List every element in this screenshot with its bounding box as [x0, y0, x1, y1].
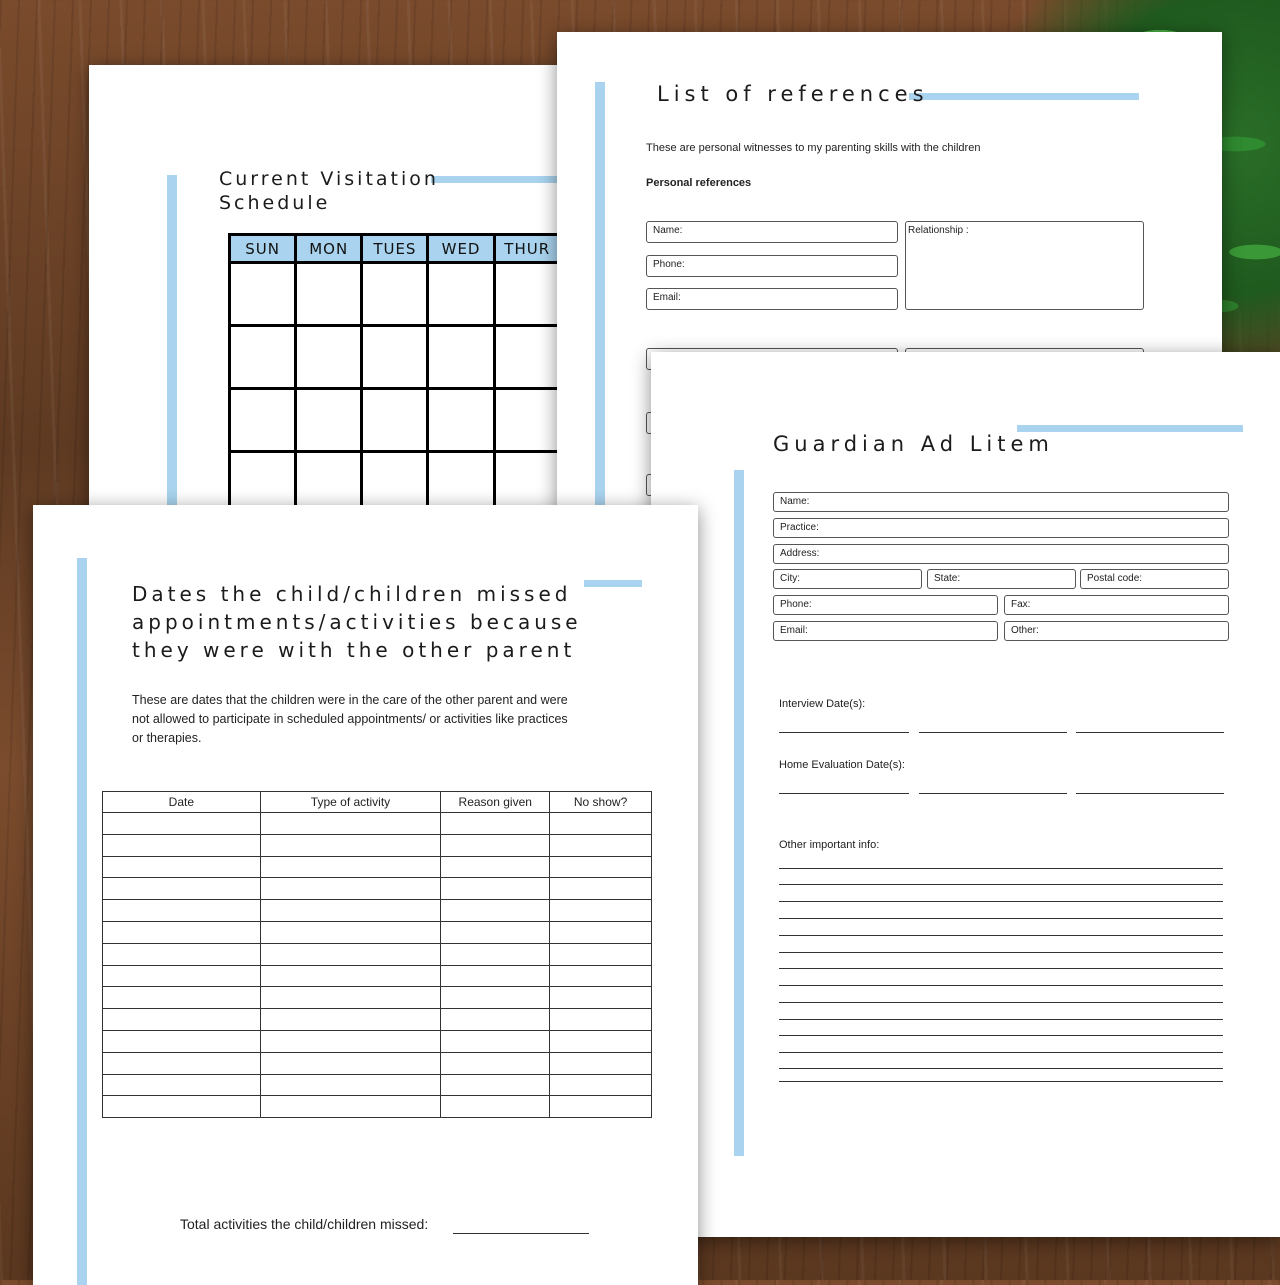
table-cell[interactable] [260, 965, 441, 987]
calendar-cell[interactable] [296, 263, 362, 326]
guardian-address-field[interactable]: Address: [773, 544, 1229, 564]
table-cell[interactable] [550, 1074, 652, 1096]
table-cell[interactable] [441, 921, 550, 943]
guardian-phone-field[interactable]: Phone: [773, 595, 998, 615]
table-row [103, 1030, 652, 1052]
table-cell[interactable] [103, 856, 261, 878]
table-cell[interactable] [441, 965, 550, 987]
table-row [103, 1096, 652, 1118]
table-cell[interactable] [441, 1096, 550, 1118]
notes-line[interactable] [779, 952, 1223, 953]
accent-bar-vertical [595, 82, 605, 512]
table-row [103, 965, 652, 987]
reference-relationship-field[interactable]: Relationship : [905, 221, 1144, 310]
table-cell[interactable] [550, 856, 652, 878]
table-cell[interactable] [550, 921, 652, 943]
table-cell[interactable] [550, 1009, 652, 1031]
accent-bar-vertical [77, 558, 87, 1285]
table-row [103, 943, 652, 965]
home-evaluation-dates-label: Home Evaluation Date(s): [779, 759, 905, 771]
missed-description: These are dates that the children were in the care of the other parent and were not allowed to participate in scheduled appointments/ or activities like practices or therapies. [132, 693, 568, 745]
calendar-cell[interactable] [428, 389, 494, 452]
table-row [103, 900, 652, 922]
notes-line[interactable] [779, 1019, 1223, 1020]
table-cell[interactable] [260, 1074, 441, 1096]
notes-line[interactable] [779, 884, 1223, 885]
interview-date-line[interactable] [779, 732, 909, 733]
column-header-type: Type of activity [260, 792, 441, 813]
table-cell[interactable] [260, 1030, 441, 1052]
table-cell[interactable] [103, 943, 261, 965]
day-header: THUR [494, 235, 560, 263]
day-header: TUES [362, 235, 428, 263]
table-cell[interactable] [103, 813, 261, 835]
notes-line[interactable] [779, 901, 1223, 902]
table-cell[interactable] [103, 1030, 261, 1052]
visitation-title: Current Visitation Schedule [219, 168, 439, 214]
references-intro: These are personal witnesses to my parenting skills with the children [646, 142, 981, 154]
missed-activities-table [102, 791, 652, 1118]
calendar-cell[interactable] [494, 326, 560, 389]
table-cell[interactable] [550, 1030, 652, 1052]
accent-bar-vertical [734, 470, 744, 1156]
guardian-ad-litem-page [651, 352, 1280, 1237]
notes-line[interactable] [779, 1068, 1223, 1069]
table-row [103, 921, 652, 943]
table-cell[interactable] [550, 965, 652, 987]
guardian-email-field[interactable]: Email: [773, 621, 998, 641]
home-eval-date-line[interactable] [919, 793, 1067, 794]
table-cell[interactable] [441, 878, 550, 900]
table-cell[interactable] [260, 813, 441, 835]
table-row [103, 813, 652, 835]
table-cell[interactable] [550, 987, 652, 1009]
table-cell[interactable] [260, 1052, 441, 1074]
table-row [103, 1074, 652, 1096]
table-cell[interactable] [550, 900, 652, 922]
table-cell[interactable] [441, 1030, 550, 1052]
table-cell[interactable] [441, 1052, 550, 1074]
missed-title: Dates the child/children missed appointments/activities because they were with the other parent [132, 582, 582, 662]
day-header: MON [296, 235, 362, 263]
notes-line[interactable] [779, 868, 1223, 869]
notes-line[interactable] [779, 918, 1223, 919]
calendar-cell[interactable] [428, 263, 494, 326]
references-title: List of references [657, 82, 929, 106]
guardian-city-field[interactable]: City: [773, 569, 922, 589]
home-eval-date-line[interactable] [779, 793, 909, 794]
notes-line[interactable] [779, 1052, 1223, 1053]
interview-date-line[interactable] [1076, 732, 1224, 733]
calendar-cell[interactable] [362, 263, 428, 326]
accent-bar-horizontal [1017, 425, 1243, 432]
notes-line[interactable] [779, 968, 1223, 969]
calendar-cell[interactable] [230, 326, 296, 389]
table-cell[interactable] [441, 813, 550, 835]
table-cell[interactable] [260, 1096, 441, 1118]
table-cell[interactable] [103, 900, 261, 922]
table-cell[interactable] [260, 943, 441, 965]
table-cell[interactable] [260, 878, 441, 900]
interview-dates-label: Interview Date(s): [779, 698, 866, 710]
guardian-fax-field[interactable]: Fax: [1004, 595, 1229, 615]
table-cell[interactable] [441, 834, 550, 856]
guardian-title: Guardian Ad Litem [773, 432, 1054, 456]
guardian-state-field[interactable]: State: [927, 569, 1076, 589]
table-cell[interactable] [260, 921, 441, 943]
home-eval-date-line[interactable] [1076, 793, 1224, 794]
table-cell[interactable] [103, 1074, 261, 1096]
notes-line[interactable] [779, 985, 1223, 986]
total-missed-label: Total activities the child/children missed: [180, 1216, 429, 1232]
table-cell[interactable] [441, 943, 550, 965]
other-important-info-label: Other important info: [779, 839, 880, 851]
table-cell[interactable] [103, 987, 261, 1009]
table-cell[interactable] [260, 856, 441, 878]
column-header-no-show: No show? [550, 792, 652, 813]
reference-phone-field[interactable]: Phone: [646, 255, 898, 277]
table-row [103, 1052, 652, 1074]
personal-references-heading: Personal references [646, 177, 752, 189]
calendar-cell[interactable] [230, 389, 296, 452]
table-cell[interactable] [550, 1096, 652, 1118]
column-header-reason: Reason given [441, 792, 550, 813]
notes-line[interactable] [779, 935, 1223, 936]
guardian-postal-code-field[interactable]: Postal code: [1080, 569, 1229, 589]
table-cell[interactable] [103, 921, 261, 943]
table-cell[interactable] [103, 1052, 261, 1074]
day-header: SUN [230, 235, 296, 263]
column-header-date: Date [103, 792, 261, 813]
table-cell[interactable] [441, 856, 550, 878]
reference-name-field[interactable]: Name: [646, 221, 898, 243]
table-cell[interactable] [550, 943, 652, 965]
guardian-other-field[interactable]: Other: [1004, 621, 1229, 641]
table-row [103, 878, 652, 900]
calendar-cell[interactable] [428, 326, 494, 389]
table-cell[interactable] [550, 813, 652, 835]
table-cell[interactable] [550, 878, 652, 900]
calendar-cell[interactable] [230, 263, 296, 326]
table-cell[interactable] [260, 900, 441, 922]
interview-date-line[interactable] [919, 732, 1067, 733]
table-cell[interactable] [103, 965, 261, 987]
calendar-cell[interactable] [296, 326, 362, 389]
calendar-cell[interactable] [362, 389, 428, 452]
table-header-row [103, 792, 652, 813]
reference-email-field[interactable]: Email: [646, 288, 898, 310]
table-cell[interactable] [260, 987, 441, 1009]
guardian-name-field[interactable]: Name: [773, 492, 1229, 512]
missed-activities-page [33, 505, 698, 1285]
calendar-cell[interactable] [494, 389, 560, 452]
accent-bar-horizontal [584, 580, 642, 587]
table-cell[interactable] [103, 834, 261, 856]
table-cell[interactable] [550, 1052, 652, 1074]
calendar-cell[interactable] [362, 326, 428, 389]
table-row [103, 1009, 652, 1031]
guardian-practice-field[interactable]: Practice: [773, 518, 1229, 538]
accent-bar-vertical [167, 175, 177, 535]
notes-line[interactable] [779, 1035, 1223, 1036]
table-cell[interactable] [103, 1096, 261, 1118]
table-row [103, 834, 652, 856]
table-cell[interactable] [441, 1074, 550, 1096]
day-header: WED [428, 235, 494, 263]
calendar-cell[interactable] [296, 389, 362, 452]
visitation-schedule-page [89, 65, 579, 525]
total-missed-line[interactable] [453, 1233, 589, 1234]
table-row [103, 987, 652, 1009]
table-row [103, 856, 652, 878]
calendar-cell[interactable] [494, 263, 560, 326]
table-cell[interactable] [441, 900, 550, 922]
table-cell[interactable] [103, 1009, 261, 1031]
table-cell[interactable] [550, 834, 652, 856]
table-cell[interactable] [260, 1009, 441, 1031]
table-cell[interactable] [103, 878, 261, 900]
accent-bar-horizontal [909, 93, 1139, 100]
notes-line[interactable] [779, 1002, 1223, 1003]
table-cell[interactable] [441, 987, 550, 1009]
table-cell[interactable] [441, 1009, 550, 1031]
notes-line[interactable] [779, 1081, 1223, 1082]
table-cell[interactable] [260, 834, 441, 856]
